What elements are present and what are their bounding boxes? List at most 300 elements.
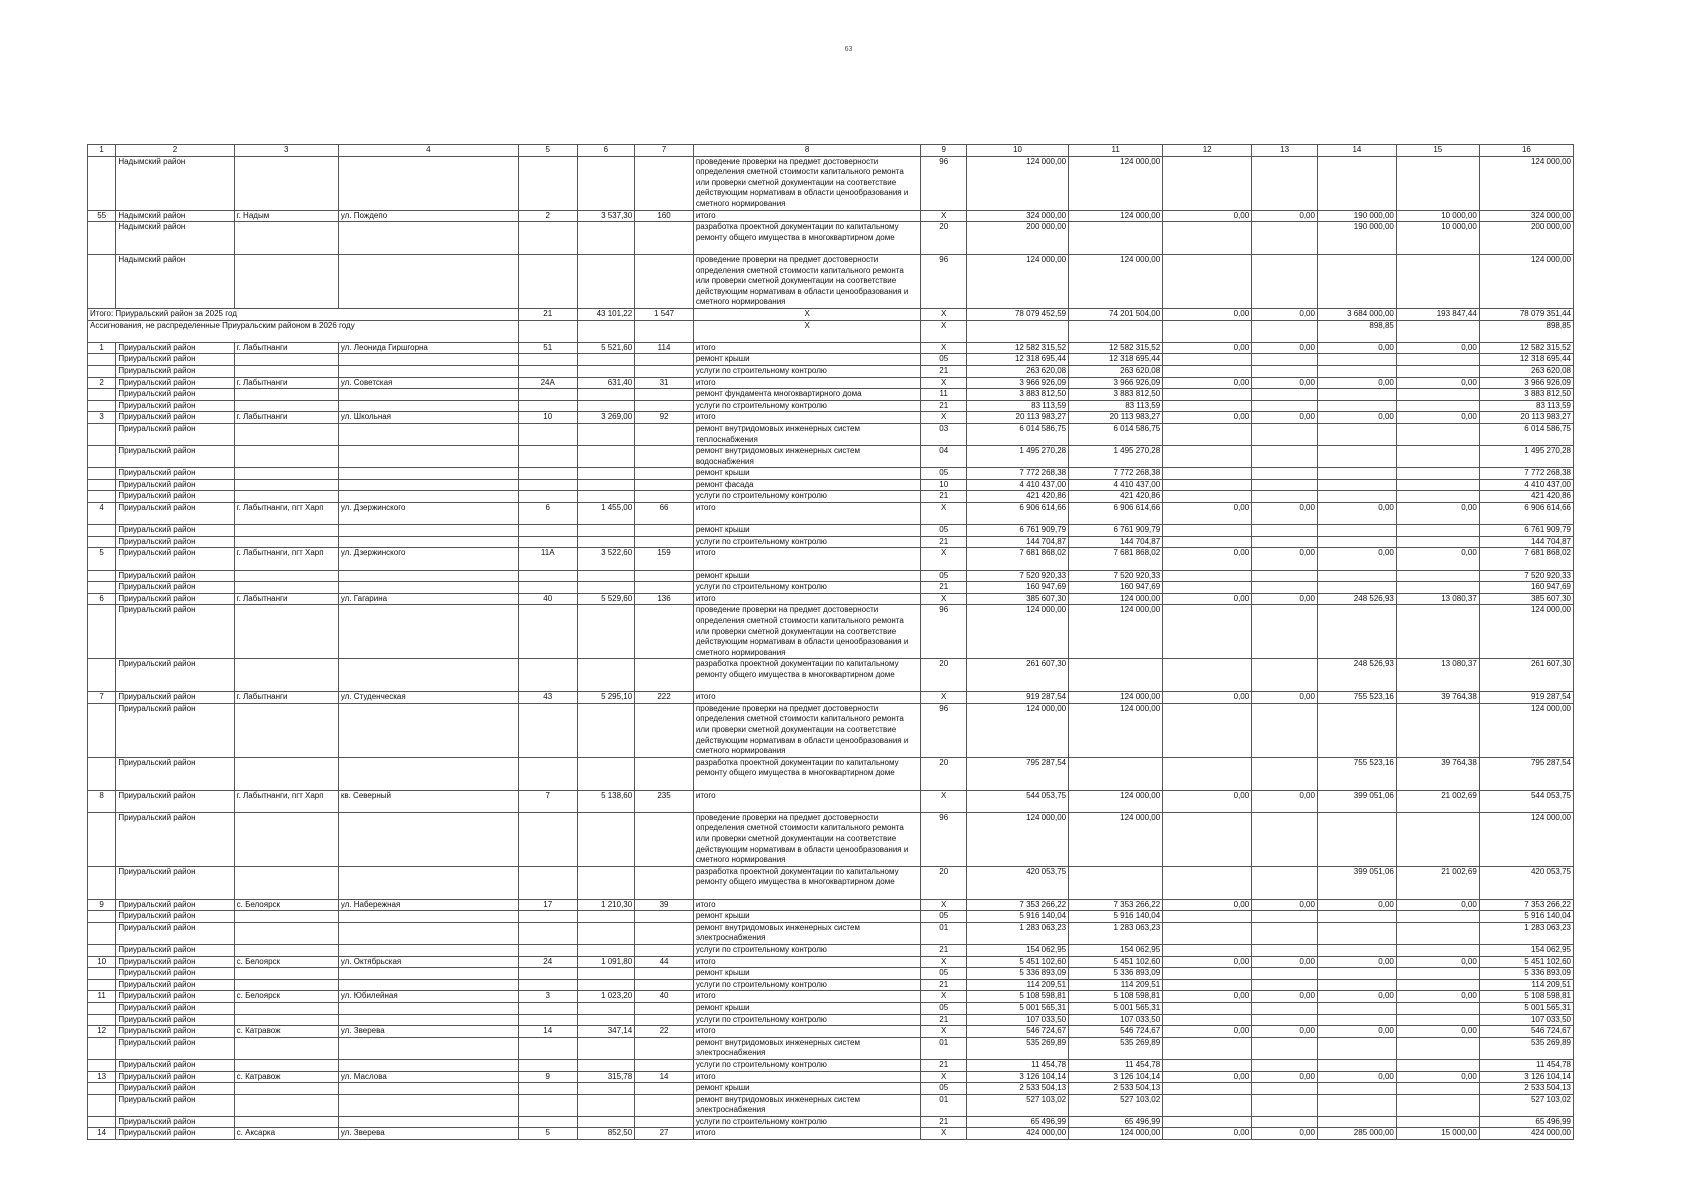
cell-sum-total: 7 772 268,38 [1479,468,1573,480]
cell-owners-funds: 755 523,16 [1317,757,1396,790]
cell-house-number [518,254,577,308]
cell-district: Приуральский район [116,1071,234,1083]
cell-area [577,491,635,503]
cell-sum-total: 420 053,75 [1479,866,1573,899]
table-row [88,468,1574,480]
cell-locality [234,757,338,790]
cell-fund-cost: 124 000,00 [1069,1128,1163,1140]
cell-street [338,365,518,377]
cell-num: 11 [88,991,116,1003]
cell-area: 852,50 [577,1128,635,1140]
cell-area: 1 091,80 [577,956,635,968]
cell-total-cost: 78 079 452,59 [966,308,1068,320]
cell-owners-extra [1396,389,1479,401]
cell-work-type: услуги по строительному контролю [693,365,921,377]
cell-district: Приуральский район [116,342,234,354]
cell-street [338,922,518,944]
cell-sum-total: 124 000,00 [1479,703,1573,757]
cell-regional-budget [1163,1116,1252,1128]
cell-total-cost: 7 520 920,33 [966,570,1068,582]
cell-regional-budget [1163,1037,1252,1059]
cell-street [338,659,518,692]
table-row [88,1094,1574,1116]
cell-regional-budget [1163,1094,1252,1116]
cell-work-code: 21 [921,979,967,991]
cell-sum-total: 2 533 504,13 [1479,1083,1573,1095]
cell-house-number [518,320,577,342]
cell-total-cost: 160 947,69 [966,582,1068,594]
cell-district: Приуральский район [116,377,234,389]
cell-street [338,582,518,594]
table-row [88,222,1574,255]
cell-fund-cost: 2 533 504,13 [1069,1083,1163,1095]
cell-district: Приуральский район [116,479,234,491]
cell-street [338,423,518,445]
cell-work-type: итого [693,790,921,812]
cell-sum-total: 12 582 315,52 [1479,342,1573,354]
cell-fund-cost: 160 947,69 [1069,582,1163,594]
page-number: 63 [844,46,853,53]
cell-area [577,446,635,468]
cell-local-budget: 0,00 [1252,1026,1318,1038]
cell-owners-funds [1317,1083,1396,1095]
cell-total-cost: 12 582 315,52 [966,342,1068,354]
cell-locality: г. Лабытнанги [234,692,338,704]
cell-owners-extra [1396,446,1479,468]
cell-area [577,911,635,923]
column-header-11: 11 [1069,145,1163,157]
cell-district: Приуральский район [116,525,234,537]
cell-area [577,1037,635,1059]
cell-fund-cost: 5 451 102,60 [1069,956,1163,968]
cell-work-code: 96 [921,156,967,210]
cell-owners-extra [1396,1014,1479,1026]
cell-owners-funds [1317,1094,1396,1116]
cell-local-budget: 0,00 [1252,1128,1318,1140]
cell-house-number: 5 [518,1128,577,1140]
cell-owners-funds: 0,00 [1317,548,1396,570]
cell-house-number: 10 [518,412,577,424]
cell-work-type: ремонт внутридомовых инженерных систем электроснабжения [693,1037,921,1059]
cell-district: Приуральский район [116,468,234,480]
table-row [88,956,1574,968]
cell-regional-budget [1163,423,1252,445]
cell-residents [635,400,694,412]
cell-street [338,491,518,503]
cell-street [338,536,518,548]
cell-regional-budget [1163,922,1252,944]
cell-regional-budget [1163,525,1252,537]
cell-street [338,944,518,956]
cell-locality: г. Лабытнанги [234,377,338,389]
cell-local-budget [1252,320,1318,342]
cell-street: ул. Гагарина [338,593,518,605]
cell-regional-budget [1163,582,1252,594]
cell-owners-funds: 898,85 [1317,320,1396,342]
cell-owners-extra [1396,400,1479,412]
cell-locality [234,222,338,255]
cell-local-budget: 0,00 [1252,991,1318,1003]
cell-num [88,446,116,468]
cell-work-type: итого [693,593,921,605]
cell-street: кв. Северный [338,790,518,812]
cell-street [338,911,518,923]
cell-regional-budget [1163,911,1252,923]
cell-total-cost: 124 000,00 [966,812,1068,866]
cell-district: Приуральский район [116,1116,234,1128]
cell-owners-extra [1396,491,1479,503]
cell-local-budget [1252,812,1318,866]
cell-locality [234,866,338,899]
cell-regional-budget [1163,254,1252,308]
cell-work-code: 10 [921,479,967,491]
cell-residents [635,812,694,866]
cell-district: Надымский район [116,156,234,210]
cell-residents [635,365,694,377]
table-row [88,503,1574,525]
cell-sum-total: 6 906 614,66 [1479,503,1573,525]
cell-local-budget: 0,00 [1252,377,1318,389]
cell-local-budget [1252,703,1318,757]
cell-sum-total: 4 410 437,00 [1479,479,1573,491]
cell-work-type: итого [693,342,921,354]
cell-area [577,1116,635,1128]
cell-area [577,1014,635,1026]
table-row [88,790,1574,812]
cell-fund-cost: 4 410 437,00 [1069,479,1163,491]
cell-owners-extra: 0,00 [1396,899,1479,911]
cell-owners-extra: 15 000,00 [1396,1128,1479,1140]
table-row [88,582,1574,594]
cell-locality: с. Катравож [234,1071,338,1083]
cell-locality [234,979,338,991]
cell-residents [635,156,694,210]
cell-num [88,1094,116,1116]
cell-work-type: итого [693,1128,921,1140]
cell-residents: 92 [635,412,694,424]
cell-owners-extra [1396,320,1479,342]
cell-owners-funds [1317,570,1396,582]
cell-regional-budget: 0,00 [1163,503,1252,525]
cell-street [338,812,518,866]
cell-owners-funds: 0,00 [1317,1026,1396,1038]
cell-locality [234,354,338,366]
cell-residents: 235 [635,790,694,812]
cell-district: Надымский район [116,254,234,308]
cell-regional-budget [1163,446,1252,468]
cell-work-code: 20 [921,866,967,899]
cell-owners-funds: 0,00 [1317,991,1396,1003]
cell-work-type: услуги по строительному контролю [693,400,921,412]
cell-locality: с. Аксарка [234,1128,338,1140]
cell-house-number [518,446,577,468]
cell-num [88,354,116,366]
cell-sum-total: 5 001 565,31 [1479,1002,1573,1014]
cell-district: Приуральский район [116,1014,234,1026]
cell-owners-extra [1396,812,1479,866]
cell-owners-funds: 190 000,00 [1317,222,1396,255]
table-row [88,354,1574,366]
table-row [88,570,1574,582]
cell-num [88,491,116,503]
cell-locality [234,468,338,480]
cell-regional-budget [1163,812,1252,866]
cell-owners-extra [1396,979,1479,991]
cell-owners-funds [1317,1059,1396,1071]
cell-area [577,944,635,956]
cell-num: 14 [88,1128,116,1140]
cell-area [577,254,635,308]
cell-work-code: X [921,956,967,968]
cell-work-code: 21 [921,944,967,956]
cell-locality [234,1059,338,1071]
cell-total-cost: 421 420,86 [966,491,1068,503]
cell-owners-funds [1317,446,1396,468]
cell-area [577,365,635,377]
cell-work-type: ремонт фундамента многоквартирного дома [693,389,921,401]
cell-total-cost: 144 704,87 [966,536,1068,548]
cell-fund-cost: 7 681 868,02 [1069,548,1163,570]
cell-total-cost: 114 209,51 [966,979,1068,991]
summary-label: Ассигнования, не распределенные Приуральским районом в 2026 году [88,320,519,342]
cell-num [88,659,116,692]
cell-work-code: X [921,692,967,704]
cell-owners-funds: 190 000,00 [1317,210,1396,222]
cell-owners-extra [1396,1094,1479,1116]
cell-sum-total: 124 000,00 [1479,254,1573,308]
cell-fund-cost [1069,222,1163,255]
cell-local-budget [1252,944,1318,956]
cell-house-number [518,757,577,790]
cell-locality: г. Лабытнанги [234,412,338,424]
cell-total-cost: 83 113,59 [966,400,1068,412]
cell-locality [234,703,338,757]
cell-work-type: услуги по строительному контролю [693,536,921,548]
cell-owners-extra [1396,525,1479,537]
cell-work-type: ремонт внутридомовых инженерных систем теплоснабжения [693,423,921,445]
table-row [88,757,1574,790]
cell-residents [635,354,694,366]
cell-sum-total: 424 000,00 [1479,1128,1573,1140]
cell-fund-cost: 6 014 586,75 [1069,423,1163,445]
cell-num [88,944,116,956]
cell-street [338,1002,518,1014]
cell-district: Приуральский район [116,812,234,866]
cell-residents [635,1116,694,1128]
cell-regional-budget [1163,1014,1252,1026]
cell-total-cost: 919 287,54 [966,692,1068,704]
cell-house-number [518,1037,577,1059]
cell-owners-funds [1317,254,1396,308]
cell-locality [234,254,338,308]
cell-total-cost: 6 906 614,66 [966,503,1068,525]
cell-locality [234,1037,338,1059]
cell-residents: 66 [635,503,694,525]
cell-locality: г. Лабытнанги, пгт Харп [234,548,338,570]
cell-work-code: 21 [921,491,967,503]
cell-local-budget [1252,400,1318,412]
cell-fund-cost: 124 000,00 [1069,692,1163,704]
cell-work-code: X [921,308,967,320]
cell-sum-total: 12 318 695,44 [1479,354,1573,366]
cell-house-number: 40 [518,593,577,605]
cell-sum-total: 5 451 102,60 [1479,956,1573,968]
cell-owners-extra [1396,479,1479,491]
cell-district: Приуральский район [116,659,234,692]
cell-regional-budget: 0,00 [1163,210,1252,222]
cell-sum-total: 421 420,86 [1479,491,1573,503]
cell-house-number [518,1083,577,1095]
cell-sum-total: 6 014 586,75 [1479,423,1573,445]
column-header-2: 2 [116,145,234,157]
cell-total-cost: 6 761 909,79 [966,525,1068,537]
cell-work-type: ремонт крыши [693,525,921,537]
cell-house-number [518,570,577,582]
cell-owners-extra: 0,00 [1396,503,1479,525]
cell-num [88,400,116,412]
cell-fund-cost: 124 000,00 [1069,605,1163,659]
table-row [88,1026,1574,1038]
cell-owners-extra: 13 080,37 [1396,659,1479,692]
cell-sum-total: 535 269,89 [1479,1037,1573,1059]
cell-total-cost: 124 000,00 [966,605,1068,659]
cell-house-number: 24 [518,956,577,968]
cell-district: Приуральский район [116,354,234,366]
table-row [88,899,1574,911]
cell-owners-extra [1396,582,1479,594]
cell-owners-funds: 0,00 [1317,503,1396,525]
cell-regional-budget [1163,222,1252,255]
cell-regional-budget [1163,468,1252,480]
cell-residents: 39 [635,899,694,911]
cell-district: Приуральский район [116,491,234,503]
cell-owners-extra [1396,156,1479,210]
cell-work-type: проведение проверки на предмет достоверности определения сметной стоимости капитального ремонта или проверки сметной документации на соответствие действующим нормативам в области ценообразования и сметного нормирования [693,703,921,757]
cell-total-cost: 535 269,89 [966,1037,1068,1059]
cell-street [338,1094,518,1116]
cell-house-number [518,479,577,491]
cell-local-budget [1252,156,1318,210]
cell-street: ул. Зверева [338,1026,518,1038]
cell-regional-budget [1163,320,1252,342]
cell-work-code: 21 [921,400,967,412]
cell-work-code: 05 [921,1002,967,1014]
cell-fund-cost: 124 000,00 [1069,790,1163,812]
cell-street [338,703,518,757]
cell-street [338,1116,518,1128]
cell-sum-total: 160 947,69 [1479,582,1573,594]
cell-district: Приуральский район [116,911,234,923]
table-row [88,911,1574,923]
cell-work-type: ремонт крыши [693,968,921,980]
cell-work-code: 20 [921,222,967,255]
cell-residents [635,1094,694,1116]
cell-sum-total: 263 620,08 [1479,365,1573,377]
cell-street [338,446,518,468]
table-row [88,446,1574,468]
cell-owners-extra [1396,468,1479,480]
cell-residents [635,468,694,480]
cell-sum-total: 1 283 063,23 [1479,922,1573,944]
cell-work-code: X [921,1128,967,1140]
cell-regional-budget [1163,491,1252,503]
cell-house-number [518,1002,577,1014]
cell-local-budget: 0,00 [1252,342,1318,354]
cell-residents [635,968,694,980]
table-row [88,389,1574,401]
cell-area [577,1094,635,1116]
cell-num: 7 [88,692,116,704]
cell-area [577,703,635,757]
cell-fund-cost: 12 582 315,52 [1069,342,1163,354]
cell-num [88,254,116,308]
cell-residents [635,536,694,548]
cell-sum-total: 5 916 140,04 [1479,911,1573,923]
cell-residents: 1 547 [635,308,694,320]
cell-sum-total: 544 053,75 [1479,790,1573,812]
cell-work-code: X [921,412,967,424]
cell-work-code: 01 [921,922,967,944]
cell-locality [234,491,338,503]
cell-area: 3 269,00 [577,412,635,424]
cell-area [577,320,635,342]
cell-work-type: разработка проектной документации по капитальному ремонту общего имущества в многоквартирном доме [693,659,921,692]
cell-residents [635,570,694,582]
cell-district: Приуральский район [116,570,234,582]
cell-residents: 40 [635,991,694,1003]
cell-total-cost: 5 001 565,31 [966,1002,1068,1014]
cell-sum-total: 124 000,00 [1479,156,1573,210]
cell-street [338,222,518,255]
table-row [88,866,1574,899]
cell-fund-cost: 12 318 695,44 [1069,354,1163,366]
cell-house-number [518,703,577,757]
cell-residents [635,479,694,491]
table-row [88,1071,1574,1083]
summary-label: Итого: Приуральский район за 2025 год [88,308,519,320]
cell-work-type: ремонт крыши [693,911,921,923]
cell-residents: 136 [635,593,694,605]
cell-district: Приуральский район [116,446,234,468]
cell-area: 1 455,00 [577,503,635,525]
cell-area [577,1059,635,1071]
cell-total-cost: 261 607,30 [966,659,1068,692]
column-header-12: 12 [1163,145,1252,157]
cell-street [338,479,518,491]
cell-num [88,979,116,991]
cell-fund-cost [1069,757,1163,790]
cell-area: 5 295,10 [577,692,635,704]
cell-house-number: 7 [518,790,577,812]
cell-work-code: 05 [921,911,967,923]
cell-owners-funds [1317,582,1396,594]
cell-locality: с. Катравож [234,1026,338,1038]
cell-total-cost: 200 000,00 [966,222,1068,255]
cell-total-cost: 7 772 268,38 [966,468,1068,480]
cell-fund-cost: 546 724,67 [1069,1026,1163,1038]
cell-local-budget [1252,479,1318,491]
cell-num [88,389,116,401]
cell-residents [635,1014,694,1026]
cell-work-type: ремонт внутридомовых инженерных систем водоснабжения [693,446,921,468]
cell-district: Приуральский район [116,593,234,605]
cell-district: Приуральский район [116,1094,234,1116]
cell-street [338,354,518,366]
column-header-7: 7 [635,145,694,157]
cell-sum-total: 11 454,78 [1479,1059,1573,1071]
cell-total-cost: 3 126 104,14 [966,1071,1068,1083]
cell-work-code: 05 [921,468,967,480]
